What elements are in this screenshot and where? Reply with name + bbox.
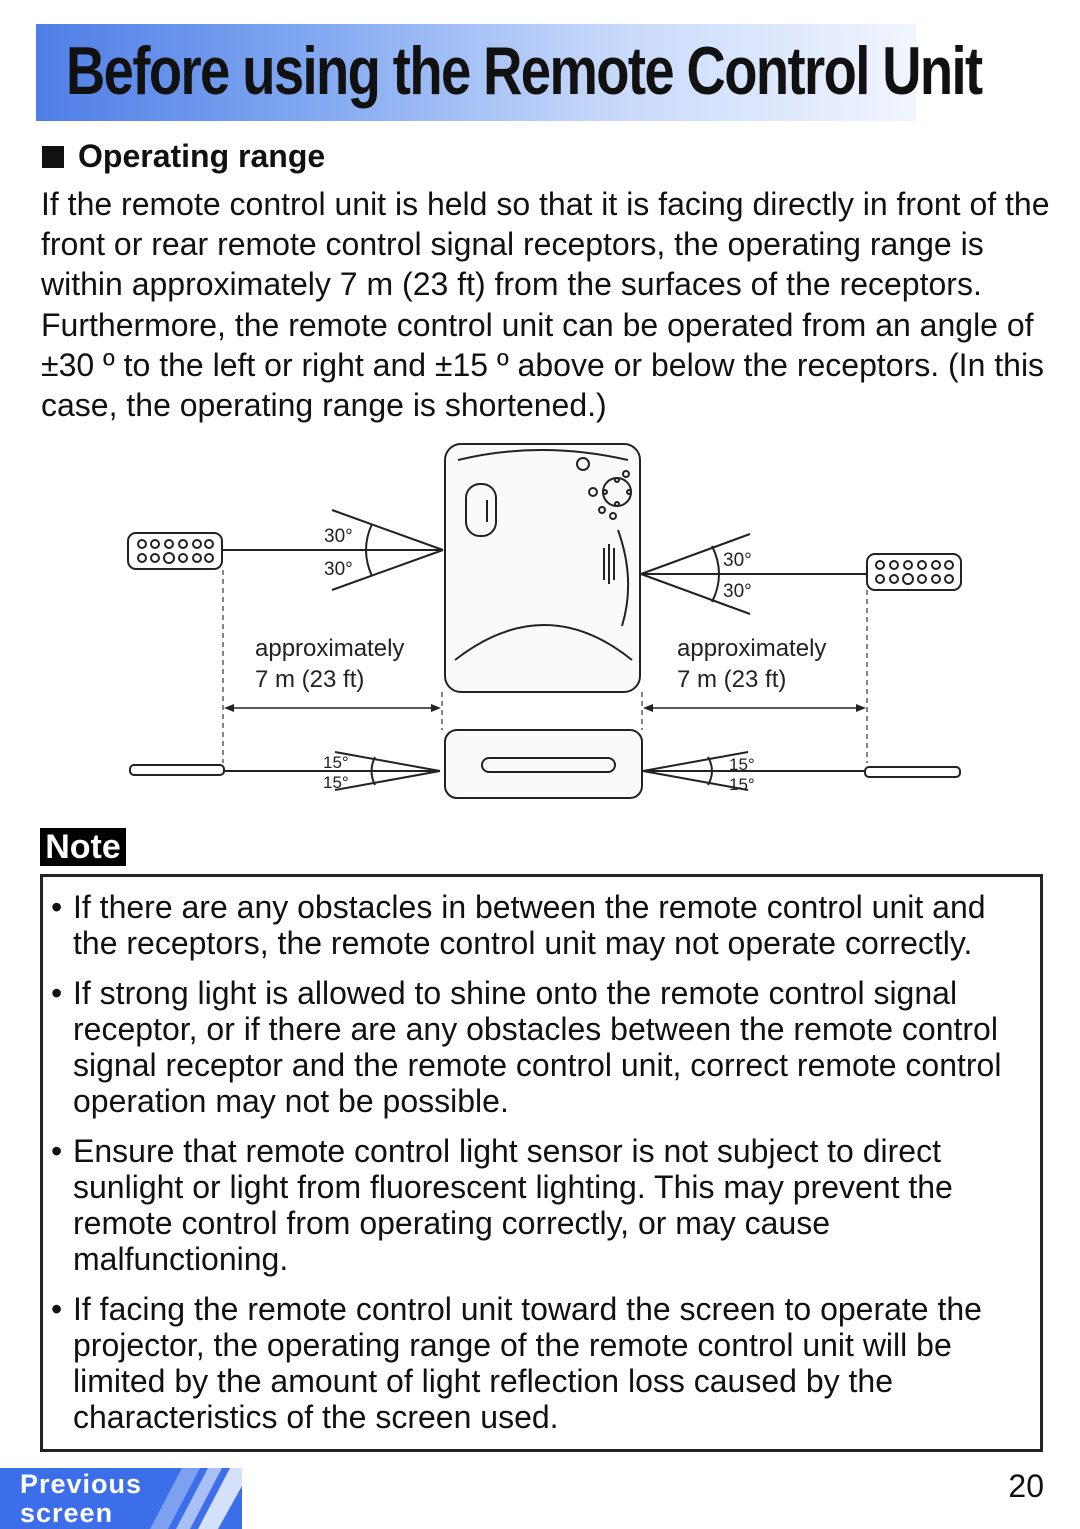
note-item — [51, 1291, 1022, 1435]
right-distance-label-line1: approximately — [677, 635, 827, 662]
bullet-icon: • — [51, 975, 63, 1011]
note-item — [51, 889, 1022, 961]
left-remote-side-icon — [130, 765, 224, 775]
right-angle-top-label: 30° — [723, 550, 752, 571]
left-angle-bottom-label: 30° — [324, 559, 353, 580]
previous-screen-button[interactable] — [0, 1468, 242, 1529]
section-heading-text: Operating range — [78, 138, 326, 174]
square-bullet-icon — [42, 146, 64, 168]
section-heading — [42, 138, 325, 175]
note-item-text: If strong light is allowed to shine onto the remote control signal receptor, or if there are any obstacles between the remote control signal receptor and the remote control unit, correct remote control operation may not be possible. — [73, 975, 1002, 1119]
projector-side-view-icon — [445, 730, 642, 798]
left-vertical-angle-top-label: 15° — [323, 753, 349, 772]
left-vertical-angle-bottom-label: 15° — [323, 773, 349, 792]
right-remote-top-icon — [867, 554, 961, 590]
bullet-icon: • — [51, 1291, 63, 1327]
left-angle-top-label: 30° — [324, 526, 353, 547]
intro-paragraph: If the remote control unit is held so that it is facing directly in front of the front or rear remote control signal receptors, the operating range is within approximately 7 m (23 ft) from the surfaces of the receptors. Furthermore, the remote control unit can be operated from an angle of ±30 º to the left or right and ±15 º above or below the receptors. (In this case, the operating range is shortened.) — [41, 186, 1050, 424]
previous-screen-label-line1: Previous — [20, 1469, 143, 1499]
right-angle-bottom-label: 30° — [723, 581, 752, 602]
right-remote-side-icon — [865, 767, 960, 777]
right-vertical-angle-top-label: 15° — [729, 755, 755, 774]
note-list — [43, 877, 1040, 1435]
left-remote-top-icon — [128, 533, 222, 569]
right-vertical-angle-bottom-label: 15° — [729, 775, 755, 794]
note-item-text: If facing the remote control unit toward the screen to operate the projector, the operating range of the remote control unit will be limited by the amount of light reflection loss caused by the characteristics of the screen used. — [73, 1291, 982, 1435]
page-number: 20 — [1008, 1468, 1044, 1504]
bullet-icon: • — [51, 1133, 63, 1169]
note-item-text: Ensure that remote control light sensor is not subject to direct sunlight or light from fluorescent lighting. This may prevent the remote control from operating correctly, or may cause malfunctioning. — [73, 1133, 953, 1277]
note-label: Note — [40, 828, 126, 866]
projector-top-view-icon — [445, 444, 640, 692]
page-title: Before using the Remote Control Unit — [66, 33, 982, 109]
note-box — [40, 874, 1043, 1452]
left-distance-label-line2: 7 m (23 ft) — [255, 666, 365, 693]
left-distance-label-line1: approximately — [255, 635, 405, 662]
previous-screen-label-line2: screen — [20, 1498, 114, 1528]
note-item — [51, 975, 1022, 1119]
operating-range-diagram — [0, 430, 1080, 830]
bullet-icon: • — [51, 889, 63, 925]
note-item-text: If there are any obstacles in between the remote control unit and the receptors, the remote control unit may not operate correctly. — [73, 889, 986, 961]
right-distance-label-line2: 7 m (23 ft) — [677, 666, 787, 693]
note-item — [51, 1133, 1022, 1277]
